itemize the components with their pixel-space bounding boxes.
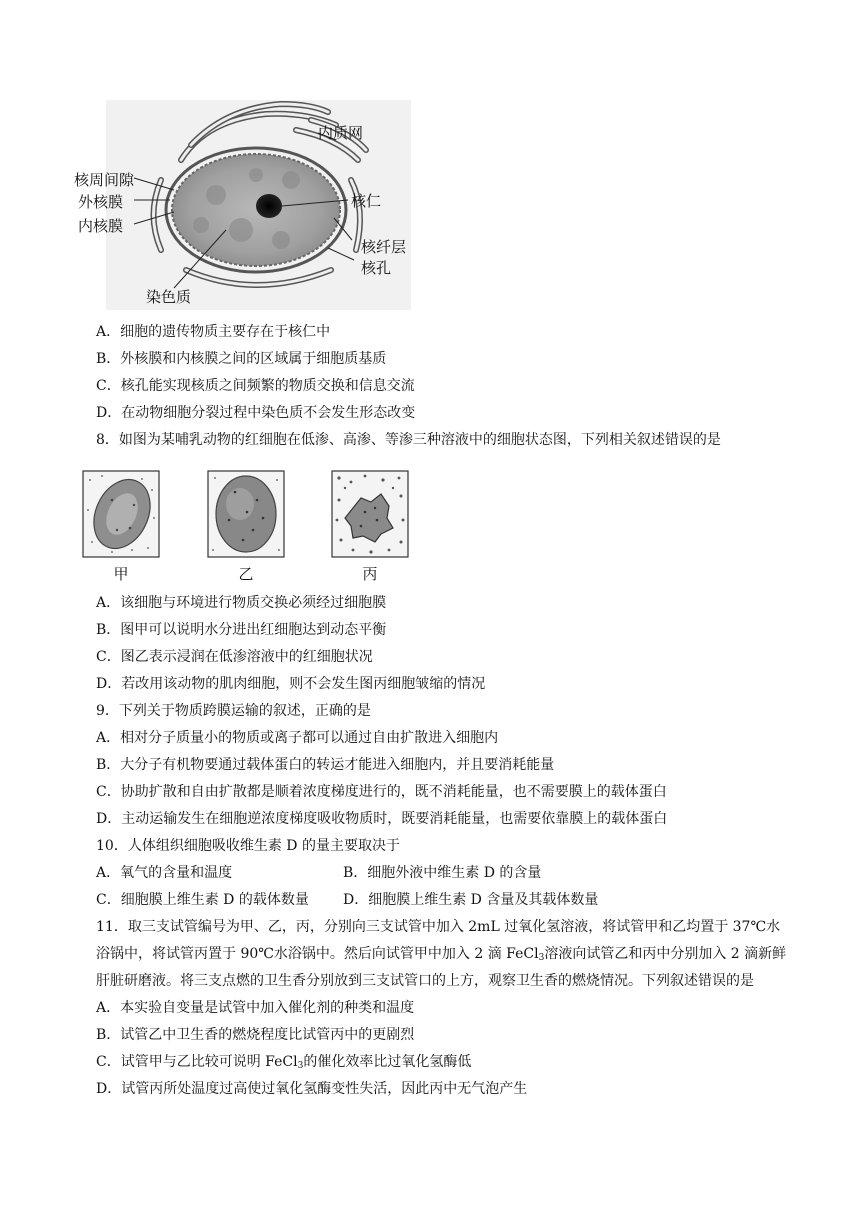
label-outer-membrane: 外核膜: [78, 193, 124, 211]
label-perinuclear-space: 核周间隙: [74, 171, 135, 189]
q11-option-b: B．试管乙中卫生香的燃烧程度比试管丙中的更剧烈: [96, 1027, 415, 1043]
q11-option-c-subscript: 3: [297, 1061, 304, 1071]
rbc-jia-graphic: [82, 470, 160, 558]
q11-stem-subscript: 3: [538, 953, 545, 963]
q8-option-a: A．该细胞与环境进行物质交换必须经过细胞膜: [96, 595, 387, 611]
q11-option-a: A．本实验自变量是试管中加入催化剂的种类和温度: [96, 1000, 415, 1016]
q7-option-a: A．细胞的遗传物质主要存在于核仁中: [96, 324, 331, 340]
q9-stem: 9．下列关于物质跨膜运输的叙述，正确的是: [96, 703, 371, 719]
q9-option-d: D．主动运输发生在细胞逆浓度梯度吸收物质时，既要消耗能量，也需要依靠膜上的载体蛋白: [96, 811, 668, 827]
rbc-caption-jia: 甲: [113, 565, 129, 583]
rbc-figure-yi: [207, 470, 285, 558]
q11-stem-line-3: 肝脏研磨液。将三支点燃的卫生香分别放到三支试管口的上方，观察卫生香的燃烧情况。下列叙述错误的是: [96, 973, 754, 989]
rbc-figure-bing: [331, 470, 409, 558]
rbc-caption-bing: 丙: [362, 565, 378, 583]
q9-option-c: C．协助扩散和自由扩散都是顺着浓度梯度进行的，既不消耗能量，也不需要膜上的载体蛋白: [96, 784, 667, 800]
label-nucleolus: 核仁: [351, 192, 382, 210]
label-nuclear-pore: 核孔: [361, 259, 392, 277]
q8-option-d: D．若改用该动物的肌肉细胞，则不会发生图丙细胞皱缩的情况: [96, 676, 486, 692]
q8-stem: 8．如图为某哺乳动物的红细胞在低渗、高渗、等渗三种溶液中的细胞状态图，下列相关叙述错误的是: [96, 432, 721, 448]
rbc-bing-graphic: [331, 470, 409, 558]
nucleus-structure-figure: [66, 100, 416, 315]
q7-option-d: D．在动物细胞分裂过程中染色质不会发生形态改变: [96, 405, 416, 421]
q11-option-c-part1: C．试管甲与乙比较可说明 FeCl: [96, 1054, 298, 1070]
q10-stem: 10．人体组织细胞吸收维生素 D 的量主要取决于: [96, 838, 400, 854]
q10-option-d: D．细胞膜上维生素 D 含量及其载体数量: [343, 892, 599, 908]
rbc-yi-graphic: [207, 470, 285, 558]
q11-stem-line-2: [96, 944, 786, 968]
rbc-caption-yi: 乙: [238, 565, 254, 583]
label-er: 内质网: [318, 124, 364, 142]
q11-option-c-part2: 的催化效率比过氧化氢酶低: [303, 1054, 472, 1070]
q8-option-c: C．图乙表示浸润在低渗溶液中的红细胞状况: [96, 649, 373, 665]
q11-stem-line-1: 11．取三支试管编号为甲、乙，丙，分别向三支试管中加入 2mL 过氧化氢溶液，将试管甲和乙均置于 37℃水: [96, 919, 781, 935]
q9-option-b: B．大分子有机物要通过载体蛋白的转运才能进入细胞内，并且要消耗能量: [96, 757, 555, 773]
label-nuclear-lamina: 核纤层: [361, 238, 407, 256]
q11-option-d: D．试管丙所处温度过高使过氧化氢酶变性失活，因此丙中无气泡产生: [96, 1081, 528, 1097]
q10-option-a: A．氧气的含量和温度: [96, 865, 233, 881]
q10-option-c: C．细胞膜上维生素 D 的载体数量: [96, 892, 309, 908]
label-inner-membrane: 内核膜: [78, 217, 124, 235]
q11-option-c: [96, 1052, 471, 1076]
q10-option-b: B．细胞外液中维生素 D 的含量: [343, 865, 542, 881]
label-chromatin: 染色质: [146, 288, 192, 306]
q8-option-b: B．图甲可以说明水分进出红细胞达到动态平衡: [96, 622, 387, 638]
q11-stem-line-2a: 浴锅中，将试管丙置于 90℃水浴锅中。然后向试管甲中加入 2 滴 FeCl: [96, 946, 539, 962]
q7-option-b: B．外核膜和内核膜之间的区域属于细胞质基质: [96, 351, 387, 367]
q9-option-a: A．相对分子质量小的物质或离子都可以通过自由扩散进入细胞内: [96, 730, 499, 746]
q11-stem-line-2b: 溶液向试管乙和丙中分别加入 2 滴新鲜: [544, 946, 787, 962]
q7-option-c: C．核孔能实现核质之间频繁的物质交换和信息交流: [96, 378, 415, 394]
rbc-figure-jia: [82, 470, 160, 558]
